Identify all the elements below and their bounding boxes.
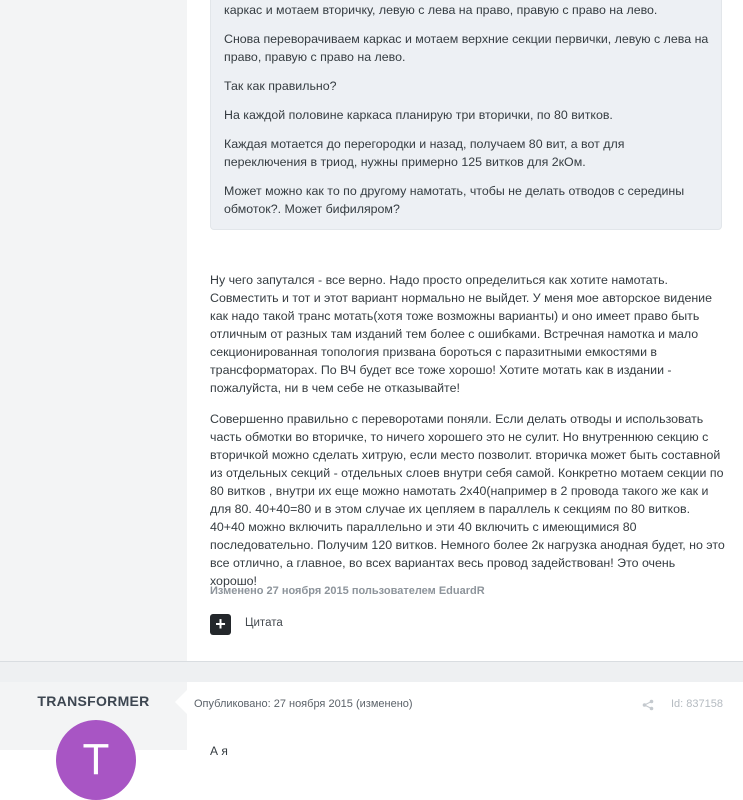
add-reaction-button[interactable]: +: [210, 614, 231, 635]
quote-button[interactable]: Цитата: [245, 617, 283, 629]
post-id-link[interactable]: Id: 837158: [671, 698, 723, 710]
next-post-text: А я: [210, 744, 228, 758]
published-date: Опубликовано: 27 ноября 2015 (изменено): [194, 698, 413, 710]
reply-paragraph: Ну чего запутался - все верно. Надо просто определиться как хотите намотать. Совместить и тот и этот вариант нормально не выйдет. У меня мое авторское видение как надо такой транс мотать(хотя тоже возможны варианты) и оно имеет право быть отличным от разных там изданий тем более с ошибками. Встречная намотка и мало секционированная топология призвана бороться с паразитными емкостями в трансформаторах. По ВЧ будет все тоже хорошо! Хотите мотать как в издании - пожалуйста, ни в чем себе не отказывайте!: [210, 273, 712, 395]
share-icon[interactable]: [642, 699, 654, 711]
author-column: [0, 0, 187, 661]
edited-note: Изменено 27 ноября 2015 пользователем EduardR: [210, 585, 485, 597]
post-separator: [0, 661, 743, 682]
quote-paragraph: Каждая мотается до перегородки и назад, получаем 80 вит, а вот для переключения в триод, нужны примерно 125 витков для 2кОм.: [224, 137, 625, 169]
reply-paragraph: Совершенно правильно с переворотами поняли. Если делать отводы и использовать часть обмотки во вторичке, то ничего хорошего это не сулит. Но внутреннюю секцию с вторичкой можно сделать хитрую, если место позволит. вторичка может быть составной из отдельных секций - отдельных слоев внутри себя самой. Конкретно мотаем секции по 80 витков , внутри их еще можно намотать 2х40(например в 2 провода такого же как и для 80. 40+40=80 и в этом случае их цепляем в параллель к секциям по 80 витков. 40+40 можно включить параллельно и эти 40 включить с имеющимися 80 последовательно. Получим 120 витков. Немного более 2к нагрузка анодная будет, но это все отлично, а главное, во всех вариантах весь провод задействован! Это очень хорошо!: [210, 412, 725, 588]
quote-paragraph: Так как правильно?: [224, 79, 337, 93]
quote-paragraph: Может можно как то по другому намотать, чтобы не делать отводов с середины обмоток?. Может бифиляром?: [224, 184, 685, 216]
avatar[interactable]: T: [56, 720, 136, 800]
next-post-body: [187, 682, 743, 750]
quote-paragraph: каркас и мотаем вторичку, левую с лева на право, правую с право на лево.: [224, 3, 658, 17]
quote-paragraph: На каждой половине каркаса планирую три вторички, по 80 витков.: [224, 108, 613, 122]
quote-paragraph: Снова переворачиваем каркас и мотаем верхние секции первички, левую с лева на право, правую с право на лево.: [224, 32, 709, 64]
author-name[interactable]: TRANSFORMER: [37, 693, 150, 709]
